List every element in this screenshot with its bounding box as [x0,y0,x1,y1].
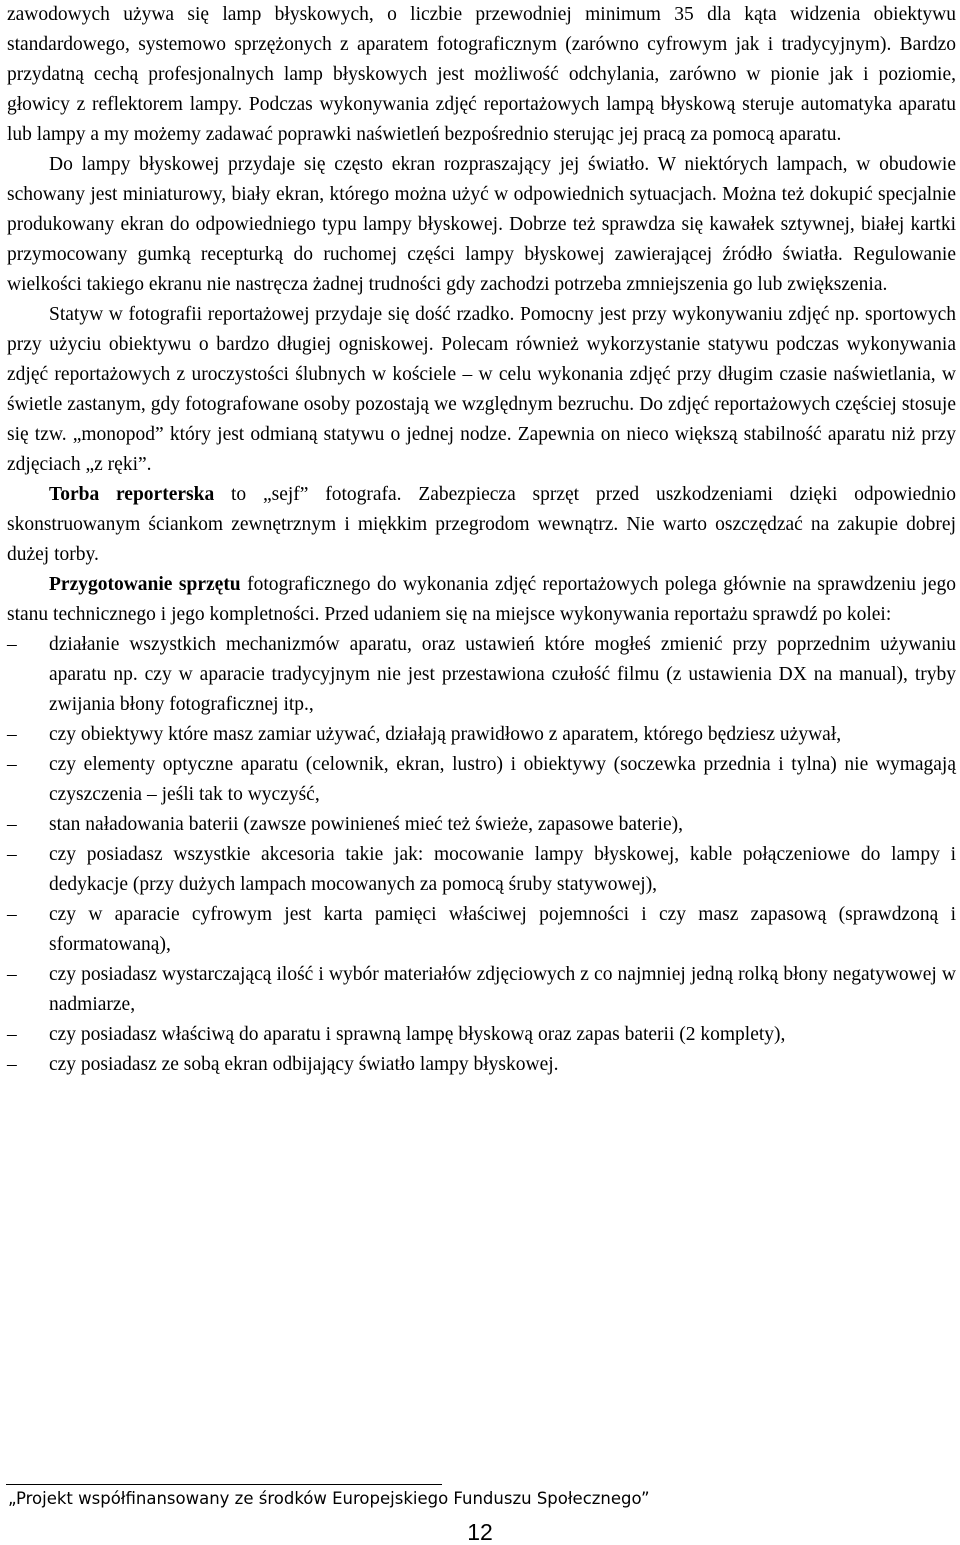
document-body [7,0,956,1080]
checklist-item [7,900,956,960]
preparation-heading: Przygotowanie sprzętu [49,574,241,595]
checklist-item-text: czy obiektywy które masz zamiar używać, działają prawidłowo z aparatem, którego będziesz używał, [49,724,842,745]
checklist-item [7,720,956,750]
checklist-item [7,750,956,810]
bag-heading: Torba reporterska [49,484,215,505]
checklist [7,630,956,1080]
checklist-item [7,960,956,1020]
dash-marker: – [7,844,17,865]
checklist-item-text: działanie wszystkich mechanizmów aparatu, oraz ustawień które mogłeś zmienić przy poprzednim używaniu aparatu np. czy w aparacie tradycyjnym nie jest przestawiona czułość filmu (z ustawienia DX na manual), tryby zwijania błony fotograficznej itp., [49,634,956,715]
footer-divider [6,1484,442,1485]
paragraph-diffuser: Do lampy błyskowej przydaje się często ekran rozpraszający jej światło. W niektórych lampach, w obudowie schowany jest miniaturowy, biały ekran, którego można użyć w odpowiednich sytuacjach. Można też dokupić specjalnie produkowany ekran do odpowiedniego typu lampy błyskowej. Dobrze też sprawdza się kawałek sztywnej, białej kartki przymocowany gumką recepturką do ruchomej części lampy błyskowej zawierającej źródło światła. Regulowanie wielkości takiego ekranu nie nastręcza żadnej trudności gdy zachodzi potrzeba zmniejszenia go lub zwiększenia. [7,154,956,295]
paragraph-preparation [7,570,956,630]
checklist-item-text: czy elementy optyczne aparatu (celownik, ekran, lustro) i obiektywy (soczewka przednia i tylna) nie wymagają czyszczenia – jeśli tak to wyczyść, [49,754,956,805]
checklist-item [7,840,956,900]
checklist-item-text: czy w aparacie cyfrowym jest karta pamięci właściwej pojemności i czy masz zapasową (sprawdzoną i sformatowaną), [49,904,956,955]
checklist-item-text: czy posiadasz wszystkie akcesoria takie jak: mocowanie lampy błyskowej, kable połączeniowe do lampy i dedykacje (przy dużych lampach mocowanych za pomocą śruby statywowej), [49,844,956,895]
checklist-item-text: stan naładowania baterii (zawsze powinieneś mieć też świeże, zapasowe baterie), [49,814,683,835]
checklist-item-text: czy posiadasz ze sobą ekran odbijający światło lampy błyskowej. [49,1054,559,1075]
checklist-item [7,630,956,720]
checklist-item [7,1050,956,1080]
checklist-item [7,810,956,840]
page-number: 12 [467,1519,493,1545]
dash-marker: – [7,1054,17,1075]
dash-marker: – [7,634,17,655]
footer-funding-note: „Projekt współfinansowany ze środków Europejskiego Funduszu Społecznego” [8,1489,650,1508]
dash-marker: – [7,724,17,745]
dash-marker: – [7,904,17,925]
checklist-item-text: czy posiadasz wystarczającą ilość i wybór materiałów zdjęciowych z co najmniej jedną rolką błony negatywowej w nadmiarze, [49,964,956,1015]
dash-marker: – [7,814,17,835]
dash-marker: – [7,964,17,985]
paragraph-tripod: Statyw w fotografii reportażowej przydaje się dość rzadko. Pomocny jest przy wykonywaniu zdjęć np. sportowych przy użyciu obiektywu o bardzo długiej ogniskowej. Polecam również wykorzystanie statywu podczas wykonywania zdjęć reportażowych z uroczystości ślubnych w kościele – w celu wykonania zdjęć przy długim czasie naświetlania, w świetle zastanym, gdy fotografowane osoby pozostają we względnym bezruchu. Do zdjęć reportażowych częściej stosuje się tzw. „monopod” który jest odmianą statywu o jednej nodze. Zapewnia on nieco większą stabilność aparatu niż przy zdjęciach „z ręki”. [7,304,956,475]
dash-marker: – [7,754,17,775]
bag-text: to „sejf” fotografa. Zabezpiecza sprzęt przed uszkodzeniami dzięki odpowiednio skonstruowanym ściankom zewnętrznym i miękkim przegrodom wewnątrz. Nie warto oszczędzać na zakupie dobrej dużej torby. [7,484,956,565]
dash-marker: – [7,1024,17,1045]
checklist-item-text: czy posiadasz właściwą do aparatu i sprawną lampę błyskową oraz zapas baterii (2 komplety), [49,1024,786,1045]
preparation-text: fotograficznego do wykonania zdjęć reportażowych polega głównie na sprawdzeniu jego stanu technicznego i jego kompletności. Przed udaniem się na miejsce wykonywania reportażu sprawdź po kolei: [7,574,956,625]
paragraph-lamps: zawodowych używa się lamp błyskowych, o liczbie przewodniej minimum 35 dla kąta widzenia obiektywu standardowego, systemowo sprzężonych z aparatem fotograficznym (zarówno cyfrowym jak i tradycyjnym). Bardzo przydatną cechą profesjonalnych lamp błyskowych jest możliwość odchylania, zarówno w pionie jak i poziomie, głowicy z reflektorem lampy. Podczas wykonywania zdjęć reportażowych lampą błyskową steruje automatyka aparatu lub lampy a my możemy zadawać poprawki naświetleń bezpośrednio sterując jej pracą za pomocą aparatu. [7,4,956,145]
paragraph-bag [7,480,956,570]
checklist-item [7,1020,956,1050]
